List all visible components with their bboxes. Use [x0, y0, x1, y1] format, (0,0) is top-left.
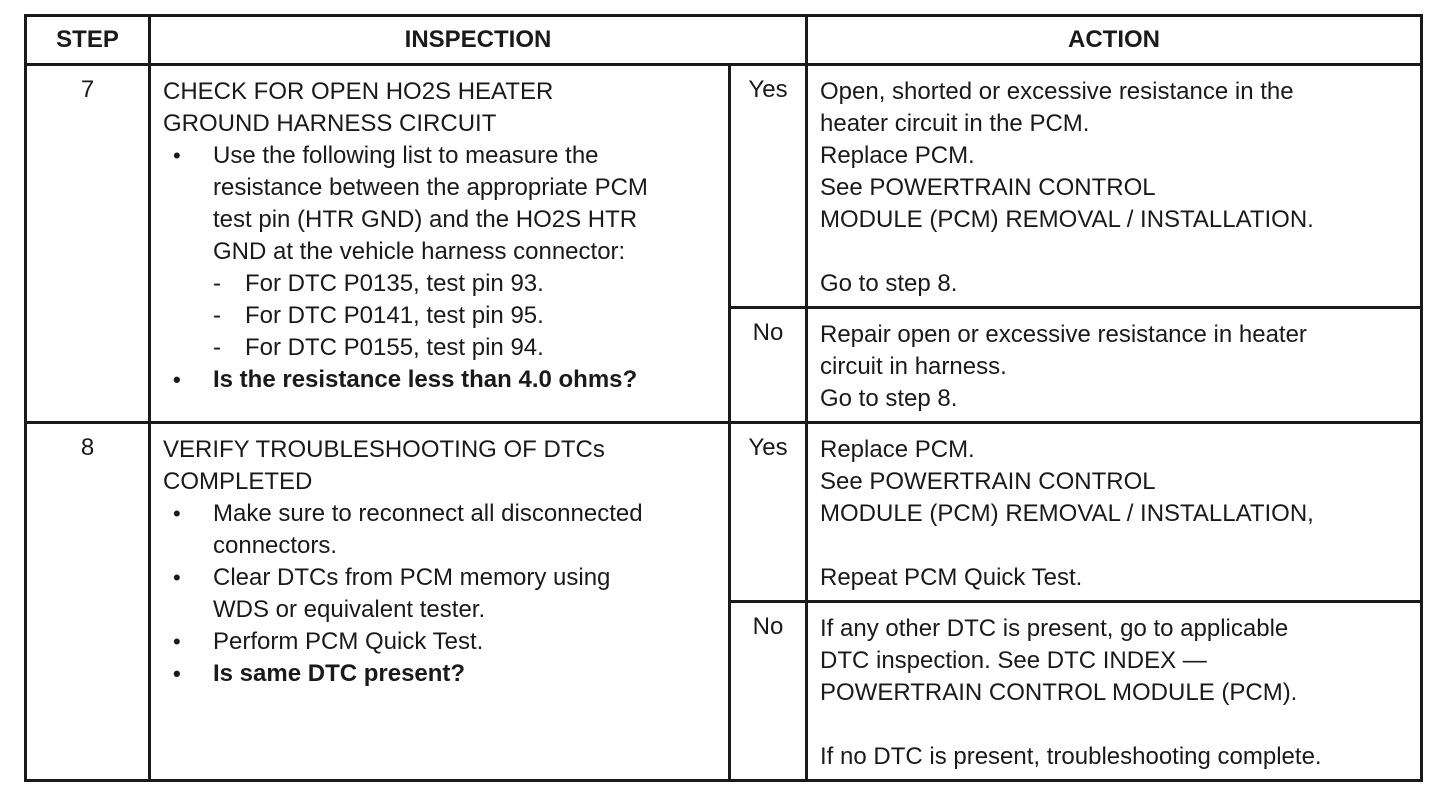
inspection-cell	[150, 65, 730, 423]
action-line: Replace PCM.	[820, 436, 975, 463]
header-step: STEP	[26, 16, 150, 65]
inspection-bullet	[163, 498, 716, 562]
yes-label: Yes	[730, 65, 807, 308]
dtc-inspection-table	[24, 14, 1423, 782]
bullet-line: connectors.	[213, 532, 338, 559]
inspection-bullet: • Perform PCM Quick Test.	[163, 626, 716, 658]
action-line: Replace PCM.	[820, 142, 975, 169]
bullet-line: • Clear DTCs from PCM memory using	[213, 564, 611, 591]
yes-action	[807, 423, 1422, 602]
step-number: 8	[26, 423, 150, 781]
inspection-sub-item: - For DTC P0135, test pin 93.	[163, 268, 716, 300]
header-inspection: INSPECTION	[150, 16, 807, 65]
no-label: No	[730, 308, 807, 423]
dtc-table-wrapper	[24, 14, 1423, 782]
bullet-line: • Use the following list to measure the	[213, 142, 599, 169]
inspection-question: • Is same DTC present?	[163, 658, 716, 690]
action-spacer	[820, 530, 1410, 562]
action-line: See POWERTRAIN CONTROL	[820, 174, 1156, 201]
inspection-bullet	[163, 140, 716, 268]
inspection-cell	[150, 423, 730, 781]
action-line: DTC inspection. See DTC INDEX —	[820, 647, 1207, 674]
bullet-line: resistance between the appropriate PCM	[213, 174, 648, 201]
action-line: MODULE (PCM) REMOVAL / INSTALLATION.	[820, 206, 1314, 233]
action-line: Repeat PCM Quick Test.	[820, 564, 1083, 591]
action-line: circuit in harness.	[820, 353, 1007, 380]
inspection-sub-item: - For DTC P0141, test pin 95.	[163, 300, 716, 332]
yes-action	[807, 65, 1422, 308]
action-line: POWERTRAIN CONTROL MODULE (PCM).	[820, 679, 1298, 706]
action-line: heater circuit in the PCM.	[820, 110, 1090, 137]
action-line: Go to step 8.	[820, 270, 958, 297]
action-line: See POWERTRAIN CONTROL	[820, 468, 1156, 495]
action-line: Open, shorted or excessive resistance in the	[820, 78, 1294, 105]
bullet-line: • Make sure to reconnect all disconnected	[213, 500, 643, 527]
yes-label: Yes	[730, 423, 807, 602]
inspection-title-line: CHECK FOR OPEN HO2S HEATER	[163, 78, 554, 105]
bullet-line: test pin (HTR GND) and the HO2S HTR	[213, 206, 638, 233]
action-line: If no DTC is present, troubleshooting complete.	[820, 743, 1322, 770]
inspection-question: • Is the resistance less than 4.0 ohms?	[163, 364, 716, 396]
action-spacer	[820, 236, 1410, 268]
no-action	[807, 602, 1422, 781]
inspection-bullet	[163, 562, 716, 626]
no-label: No	[730, 602, 807, 781]
step-8-yes-row	[26, 423, 1422, 602]
inspection-title-line: GROUND HARNESS CIRCUIT	[163, 110, 497, 137]
inspection-title-line: VERIFY TROUBLESHOOTING OF DTCs	[163, 436, 605, 463]
header-row	[26, 16, 1422, 65]
header-action: ACTION	[807, 16, 1422, 65]
action-line: Repair open or excessive resistance in heater	[820, 321, 1307, 348]
action-spacer	[820, 709, 1410, 741]
bullet-line: WDS or equivalent tester.	[213, 596, 486, 623]
inspection-title-line: COMPLETED	[163, 468, 313, 495]
action-line: MODULE (PCM) REMOVAL / INSTALLATION,	[820, 500, 1314, 527]
inspection-sub-item: - For DTC P0155, test pin 94.	[163, 332, 716, 364]
step-7-yes-row	[26, 65, 1422, 308]
bullet-line: GND at the vehicle harness connector:	[213, 238, 626, 265]
action-line: Go to step 8.	[820, 385, 958, 412]
action-line: If any other DTC is present, go to applicable	[820, 615, 1289, 642]
no-action	[807, 308, 1422, 423]
step-number: 7	[26, 65, 150, 423]
